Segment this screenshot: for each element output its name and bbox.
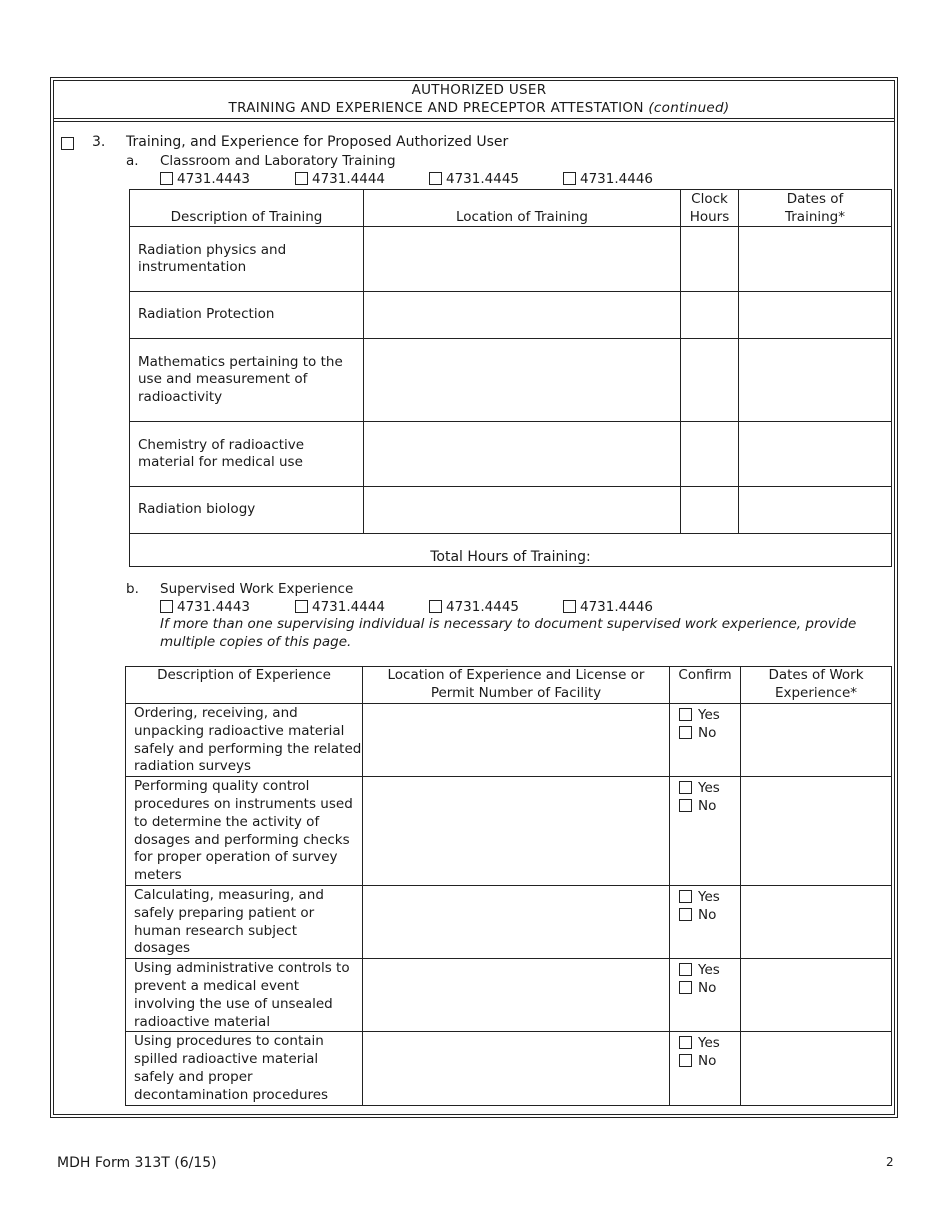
experience-table <box>125 666 892 1106</box>
hours-cell[interactable] <box>681 487 739 534</box>
part-a-letter: a. <box>126 153 139 169</box>
col-dates-of-training: Dates of Training* <box>739 190 892 227</box>
checkbox-icon[interactable] <box>295 172 308 185</box>
confirm-no[interactable]: No <box>679 724 740 742</box>
table-row <box>126 885 892 958</box>
checkbox-icon[interactable] <box>679 963 692 976</box>
col-description-of-training: Description of Training <box>130 190 364 227</box>
training-table <box>129 189 892 567</box>
code-label: 4731.4445 <box>446 171 520 187</box>
experience-description: Ordering, receiving, and unpacking radioactive material safely and performing the related radiation surveys <box>126 704 363 777</box>
part-b-title: Supervised Work Experience <box>160 581 354 597</box>
header-title-main: TRAINING AND EXPERIENCE AND PRECEPTOR ATTESTATION <box>228 100 644 116</box>
dates-cell[interactable] <box>739 422 892 487</box>
confirm-no[interactable]: No <box>679 1052 740 1070</box>
table-row <box>126 704 892 777</box>
hours-cell[interactable] <box>681 422 739 487</box>
training-description: Radiation physics and instrumentation <box>130 227 364 292</box>
header-divider <box>54 118 894 119</box>
confirm-no[interactable]: No <box>679 979 740 997</box>
hours-cell[interactable] <box>681 227 739 292</box>
col-clock-hours: Clock Hours <box>681 190 739 227</box>
experience-description: Using administrative controls to prevent a medical event involving the use of unsealed radioactive material <box>126 959 363 1032</box>
part-b-code-option[interactable] <box>295 599 385 615</box>
checkbox-icon[interactable] <box>679 726 692 739</box>
part-b-code-option[interactable] <box>429 599 519 615</box>
section-number: 3. <box>92 134 106 150</box>
confirm-yes[interactable]: Yes <box>679 706 740 724</box>
code-label: 4731.4443 <box>177 599 251 615</box>
dates-cell[interactable] <box>739 339 892 422</box>
checkbox-icon[interactable] <box>563 172 576 185</box>
code-label: 4731.4444 <box>312 171 386 187</box>
experience-description: Calculating, measuring, and safely preparing patient or human research subject dosages <box>126 885 363 958</box>
table-row <box>126 959 892 1032</box>
checkbox-icon[interactable] <box>679 981 692 994</box>
checkbox-icon[interactable] <box>429 172 442 185</box>
location-cell[interactable] <box>364 422 681 487</box>
checkbox-icon[interactable] <box>679 908 692 921</box>
dates-cell[interactable] <box>741 1032 892 1105</box>
confirm-no[interactable]: No <box>679 906 740 924</box>
col-location-of-training: Location of Training <box>364 190 681 227</box>
confirm-cell <box>670 885 741 958</box>
dates-cell[interactable] <box>739 292 892 339</box>
part-a-code-option[interactable] <box>563 171 653 187</box>
checkbox-icon[interactable] <box>160 600 173 613</box>
checkbox-icon[interactable] <box>679 708 692 721</box>
location-cell[interactable] <box>363 1032 670 1105</box>
part-a-code-option[interactable] <box>160 171 250 187</box>
confirm-cell <box>670 959 741 1032</box>
code-label: 4731.4446 <box>580 171 654 187</box>
dates-cell[interactable] <box>741 959 892 1032</box>
code-label: 4731.4445 <box>446 599 520 615</box>
confirm-yes[interactable]: Yes <box>679 888 740 906</box>
location-cell[interactable] <box>364 487 681 534</box>
dates-cell[interactable] <box>739 227 892 292</box>
header-divider-double <box>54 121 894 122</box>
page-number: 2 <box>886 1155 894 1169</box>
table-row <box>126 777 892 886</box>
confirm-yes[interactable]: Yes <box>679 961 740 979</box>
experience-description: Performing quality control procedures on instruments used to determine the activity of dosages and performing checks for proper operation of survey meters <box>126 777 363 886</box>
training-description: Mathematics pertaining to the use and measurement of radioactivity <box>130 339 364 422</box>
table-row <box>130 292 892 339</box>
checkbox-icon[interactable] <box>295 600 308 613</box>
part-a-code-option[interactable] <box>295 171 385 187</box>
code-label: 4731.4443 <box>177 171 251 187</box>
part-a-title: Classroom and Laboratory Training <box>160 153 396 169</box>
form-id: MDH Form 313T (6/15) <box>57 1155 217 1171</box>
location-cell[interactable] <box>364 292 681 339</box>
experience-description: Using procedures to contain spilled radioactive material safely and proper decontamination procedures <box>126 1032 363 1105</box>
code-label: 4731.4446 <box>580 599 654 615</box>
location-cell[interactable] <box>364 227 681 292</box>
confirm-yes[interactable]: Yes <box>679 779 740 797</box>
checkbox-icon[interactable] <box>679 799 692 812</box>
header-title-line2 <box>54 100 904 116</box>
dates-cell[interactable] <box>741 777 892 886</box>
col-location-of-experience: Location of Experience and License or Permit Number of Facility <box>363 667 670 704</box>
checkbox-icon[interactable] <box>679 1054 692 1067</box>
training-description: Chemistry of radioactive material for medical use <box>130 422 364 487</box>
part-b-code-option[interactable] <box>160 599 250 615</box>
training-description: Radiation Protection <box>130 292 364 339</box>
hours-cell[interactable] <box>681 339 739 422</box>
header-title-line1: AUTHORIZED USER <box>411 82 547 98</box>
header-title-suffix: (continued) <box>648 100 730 116</box>
hours-cell[interactable] <box>681 292 739 339</box>
confirm-cell <box>670 777 741 886</box>
confirm-no[interactable]: No <box>679 797 740 815</box>
section-title: Training, and Experience for Proposed Authorized User <box>126 134 509 150</box>
part-a-code-option[interactable] <box>429 171 519 187</box>
checkbox-icon[interactable] <box>679 1036 692 1049</box>
location-cell[interactable] <box>363 959 670 1032</box>
dates-cell[interactable] <box>739 487 892 534</box>
code-label: 4731.4444 <box>312 599 386 615</box>
training-description: Radiation biology <box>130 487 364 534</box>
location-cell[interactable] <box>363 885 670 958</box>
checkbox-icon[interactable] <box>679 890 692 903</box>
col-dates-of-work-experience: Dates of Work Experience* <box>741 667 892 704</box>
checkbox-icon[interactable] <box>160 172 173 185</box>
confirm-cell <box>670 704 741 777</box>
checkbox-icon[interactable] <box>563 600 576 613</box>
confirm-yes[interactable]: Yes <box>679 1034 740 1052</box>
section-3-checkbox[interactable] <box>61 137 74 150</box>
dates-cell[interactable] <box>741 885 892 958</box>
checkbox-icon[interactable] <box>429 600 442 613</box>
table-row <box>126 1032 892 1105</box>
checkbox-icon[interactable] <box>679 781 692 794</box>
part-b-code-option[interactable] <box>563 599 653 615</box>
total-row <box>130 534 892 567</box>
total-hours-label[interactable]: Total Hours of Training: <box>130 534 892 567</box>
location-cell[interactable] <box>364 339 681 422</box>
col-confirm: Confirm <box>670 667 741 704</box>
table-row <box>130 339 892 422</box>
part-b-letter: b. <box>126 581 139 597</box>
location-cell[interactable] <box>363 704 670 777</box>
part-b-note: If more than one supervising individual is necessary to document supervised work experience, provide multiple copies of this page. <box>160 616 857 650</box>
table-row <box>130 227 892 292</box>
table-row <box>130 422 892 487</box>
confirm-cell <box>670 1032 741 1105</box>
col-description-of-experience: Description of Experience <box>126 667 363 704</box>
dates-cell[interactable] <box>741 704 892 777</box>
table-row <box>130 487 892 534</box>
location-cell[interactable] <box>363 777 670 886</box>
